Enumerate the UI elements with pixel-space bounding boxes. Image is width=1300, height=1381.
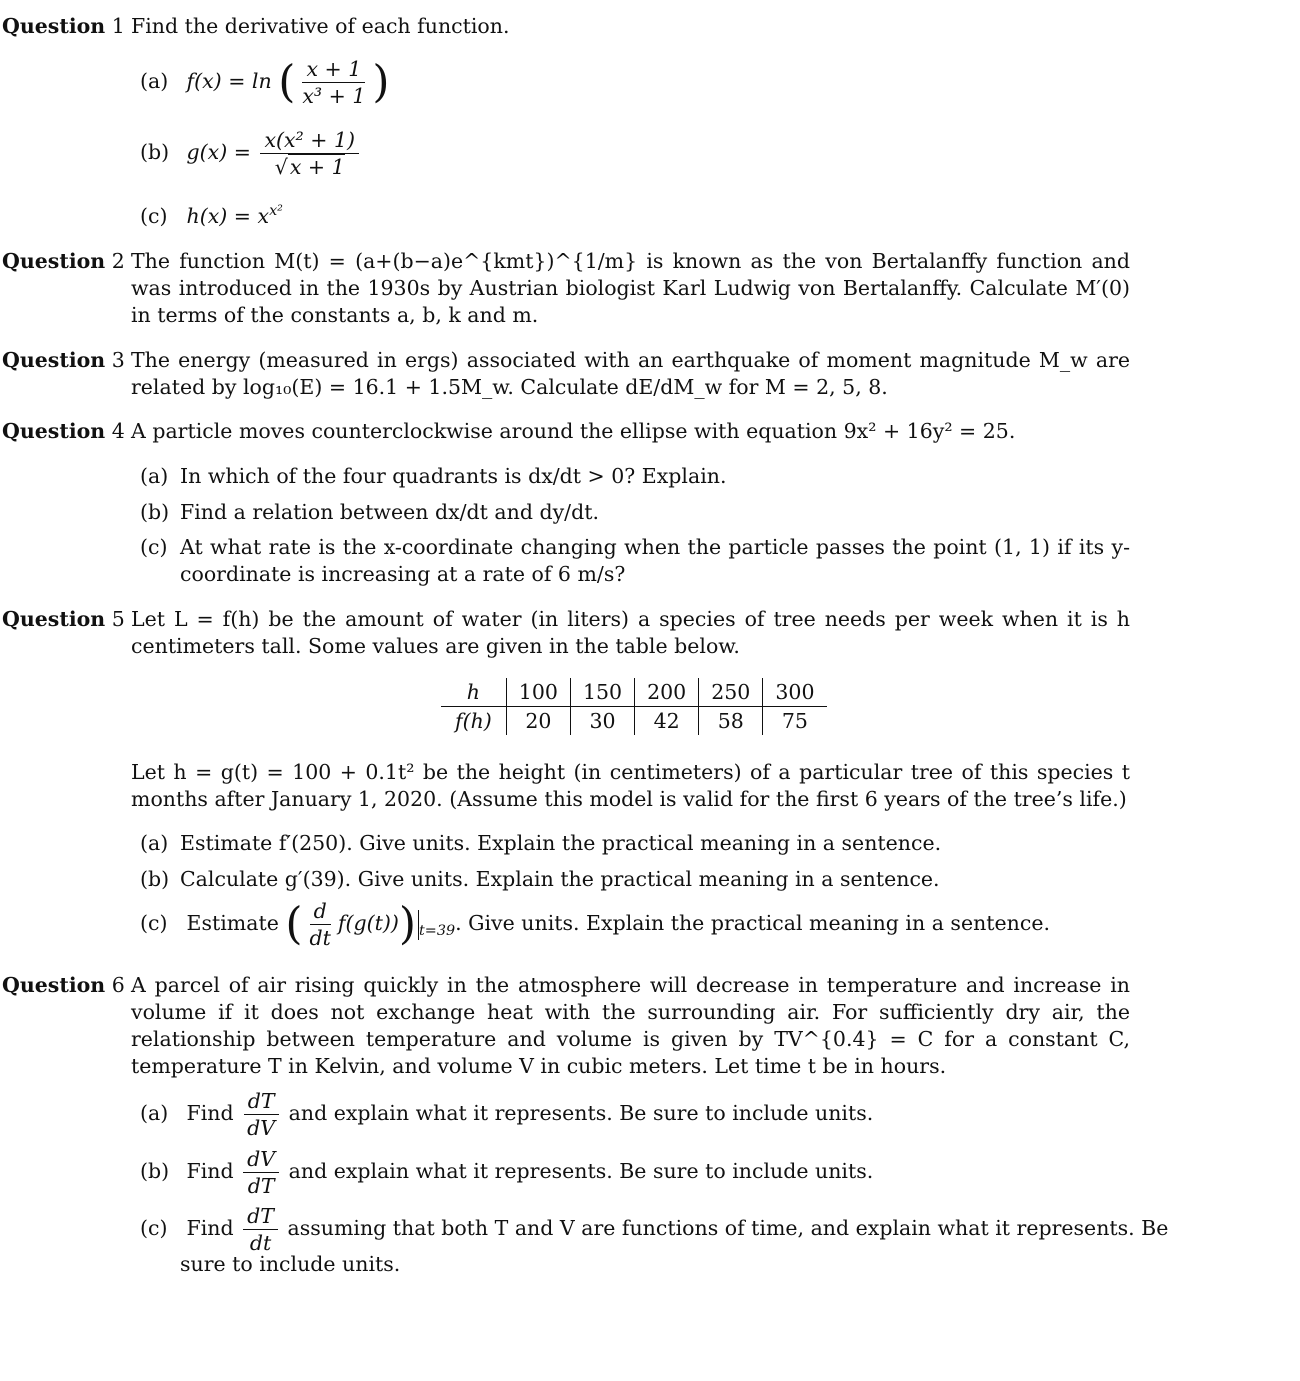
q6-part-c xyxy=(140,1203,1168,1256)
q5-part-c xyxy=(140,898,1050,951)
q4-part-b xyxy=(140,499,1130,526)
table-row-header: h xyxy=(441,678,506,707)
question-4 xyxy=(0,418,1130,445)
q1b-denominator-wrap xyxy=(271,154,349,180)
question-3-label xyxy=(2,347,125,374)
question-label-word: Question xyxy=(2,973,106,997)
q1a-numerator: x + 1 xyxy=(302,56,365,83)
question-2-text: The function M(t) = (a+(b−a)e^{kmt})^{1/m} is known as the von Bertalanffy function and was introduced in the 1930s by Austrian biologist Karl Ludwig von Bertalanffy. Calculate M′(0) in terms of the constants a, b, k and m. xyxy=(131,249,1130,327)
table-cell: 300 xyxy=(763,678,827,707)
question-4-text: A particle moves counterclockwise around the ellipse with equation 9x² + 16y² = 25. xyxy=(131,419,1016,443)
part-label: (a) xyxy=(140,69,169,93)
q5c-func: f(g(t)) xyxy=(337,911,399,935)
q6a-den: dV xyxy=(247,1116,276,1140)
q6b-find: Find xyxy=(186,1159,234,1183)
q4b-text: Find a relation between dx/dt and dy/dt. xyxy=(180,500,599,524)
q6c-fraction xyxy=(243,1203,278,1256)
question-2 xyxy=(0,248,1130,329)
q5c-frac-num: d xyxy=(310,898,331,925)
q1a-fraction xyxy=(298,56,369,109)
q5-part-a xyxy=(140,830,1130,857)
part-label: (a) xyxy=(140,464,169,488)
table-cell: 200 xyxy=(635,678,699,707)
question-3-text: The energy (measured in ergs) associated with an earthquake of moment magnitude M_w are related by log₁₀(E) = 16.1 + 1.5M_w. Calculate dE/dM_w for M = 2, 5, 8. xyxy=(131,348,1130,399)
q1b-lhs: g(x) = xyxy=(186,140,251,164)
q6a-num: dT xyxy=(244,1088,279,1115)
q6-part-a xyxy=(140,1088,873,1141)
part-label: (b) xyxy=(140,1159,170,1183)
table-cell: 42 xyxy=(635,707,699,736)
part-label: (b) xyxy=(140,500,170,524)
q1a-denominator: x³ + 1 xyxy=(302,84,366,108)
question-label-word: Question xyxy=(2,607,106,631)
q6a-text: and explain what it represents. Be sure to include units. xyxy=(288,1101,874,1125)
table-row xyxy=(441,707,827,736)
part-label: (c) xyxy=(140,911,168,935)
table-cell: 150 xyxy=(570,678,634,707)
question-4-label xyxy=(2,418,125,445)
sqrt-icon: √ xyxy=(274,155,288,179)
table-cell: 58 xyxy=(699,707,763,736)
question-number: 4 xyxy=(111,419,125,443)
q5c-eval: t=39 xyxy=(419,923,456,940)
left-paren: ( xyxy=(278,56,296,108)
right-paren: ) xyxy=(398,898,417,950)
part-label: (a) xyxy=(140,1101,169,1125)
question-5-text-2: Let h = g(t) = 100 + 0.1t² be the height (in centimeters) of a particular tree of this species t months after January 1, 2020. (Assume this model is valid for the first 6 years of the tree’s life.) xyxy=(131,760,1130,811)
question-1-text: Find the derivative of each function. xyxy=(131,14,510,38)
table-row-header: f(h) xyxy=(441,707,506,736)
q1-part-a xyxy=(140,56,390,109)
q6b-text: and explain what it represents. Be sure to include units. xyxy=(288,1159,874,1183)
q5c-pre: Estimate xyxy=(186,911,279,935)
q6c-find: Find xyxy=(186,1216,234,1240)
question-number: 6 xyxy=(111,973,125,997)
q4-part-a xyxy=(140,463,1130,490)
q5-part-b xyxy=(140,866,1130,893)
q5c-post: . Give units. Explain the practical meaning in a sentence. xyxy=(455,911,1050,935)
q1c-exponent: x² xyxy=(269,203,283,220)
question-5-continued xyxy=(0,759,1130,813)
table-row xyxy=(441,678,827,707)
q4-part-c xyxy=(140,534,1130,588)
table-cell: 250 xyxy=(699,678,763,707)
part-label: (c) xyxy=(140,1216,168,1240)
question-label-word: Question xyxy=(2,249,106,273)
question-5-label xyxy=(2,606,125,633)
table-cell: 30 xyxy=(570,707,634,736)
q6b-num: dV xyxy=(243,1146,279,1173)
question-label-word: Question xyxy=(2,14,106,38)
part-label: (b) xyxy=(140,140,170,164)
q6a-find: Find xyxy=(186,1101,234,1125)
question-6-label xyxy=(2,972,125,999)
question-3 xyxy=(0,347,1130,401)
q6a-fraction xyxy=(243,1088,279,1141)
question-number: 3 xyxy=(111,348,125,372)
q6c-text-1: assuming that both T and V are functions of time, and explain what it represents. Be xyxy=(287,1216,1169,1240)
q6c-num: dT xyxy=(243,1203,278,1230)
q6b-den: dT xyxy=(247,1174,275,1198)
part-label: (c) xyxy=(140,535,168,559)
question-2-label xyxy=(2,248,125,275)
question-6 xyxy=(0,972,1130,1080)
q1b-fraction xyxy=(260,127,359,180)
q6c-text-2: sure to include units. xyxy=(180,1252,401,1276)
question-6-text: A parcel of air rising quickly in the atmosphere will decrease in temperature and increase in volume if it does not exchange heat with the surrounding air. For sufficiently dry air, the relationship between temperature and volume is given by TV^{0.4} = C for a constant C, temperature T in Kelvin, and volume V in cubic meters. Let time t be in hours. xyxy=(131,973,1130,1078)
values-table xyxy=(441,678,827,735)
q4c-text: At what rate is the x-coordinate changing when the particle passes the point (1, 1) if its y-coordinate is increasing at a rate of 6 m/s? xyxy=(180,535,1130,586)
q6b-fraction xyxy=(243,1146,279,1199)
q5a-text: Estimate f′(250). Give units. Explain the practical meaning in a sentence. xyxy=(180,831,942,855)
table-cell: 20 xyxy=(506,707,570,736)
q4a-text: In which of the four quadrants is dx/dt > 0? Explain. xyxy=(180,464,727,488)
left-paren: ( xyxy=(285,898,303,950)
question-number: 5 xyxy=(111,607,125,631)
question-5-text: Let L = f(h) be the amount of water (in liters) a species of tree needs per week when it is h centimeters tall. Some values are given in the table below. xyxy=(131,607,1130,658)
q5c-frac-den: dt xyxy=(309,926,331,950)
q5b-text: Calculate g′(39). Give units. Explain the practical meaning in a sentence. xyxy=(180,867,940,891)
part-label: (b) xyxy=(140,867,170,891)
table-cell: 100 xyxy=(506,678,570,707)
part-label: (c) xyxy=(140,204,168,228)
q5c-derivative xyxy=(306,898,335,951)
q6-part-b xyxy=(140,1146,873,1199)
question-1-label xyxy=(2,13,125,40)
q1-part-b xyxy=(140,127,362,180)
q6-part-c-continued xyxy=(180,1251,400,1278)
q1b-numerator: x(x² + 1) xyxy=(260,127,359,154)
question-label-word: Question xyxy=(2,419,106,443)
part-label: (a) xyxy=(140,831,169,855)
q6c-den: dt xyxy=(249,1231,272,1255)
q1a-lhs: f(x) = ln xyxy=(186,69,272,93)
question-5 xyxy=(0,606,1130,660)
q1-part-c xyxy=(140,203,283,230)
table-cell: 75 xyxy=(781,708,808,733)
q1b-denominator: x + 1 xyxy=(289,155,345,179)
q1c-expr: h(x) = x xyxy=(186,204,270,228)
question-number: 2 xyxy=(111,249,125,273)
right-paren: ) xyxy=(372,56,390,108)
question-label-word: Question xyxy=(2,348,106,372)
question-number: 1 xyxy=(111,14,125,38)
question-1 xyxy=(0,13,1130,40)
